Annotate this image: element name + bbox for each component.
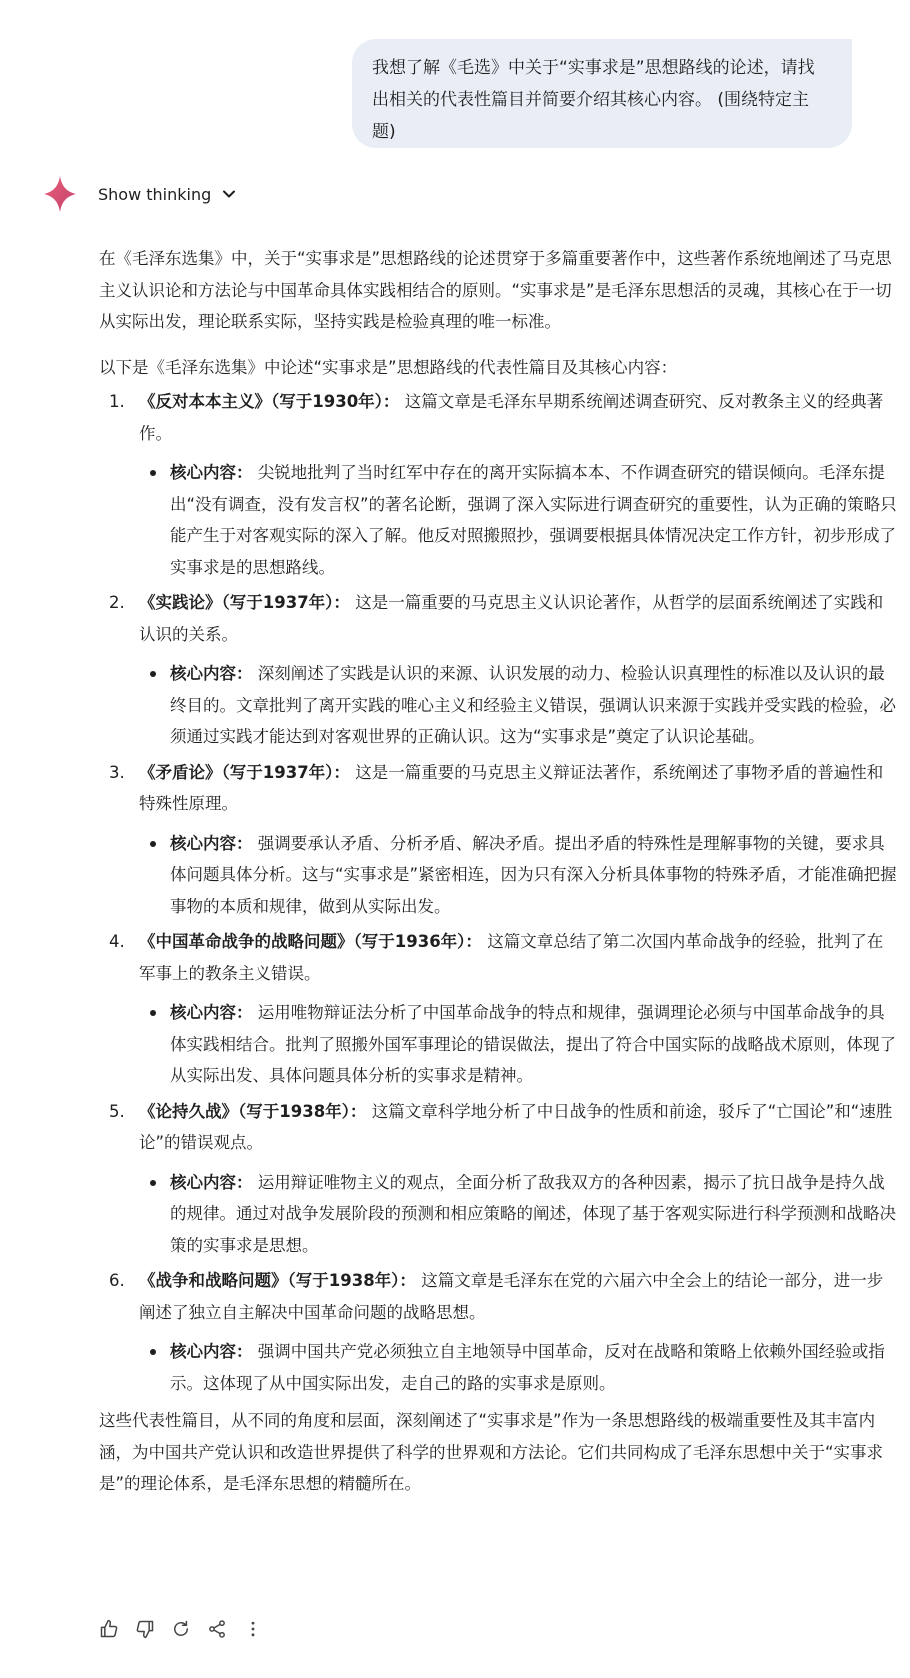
work-summary: 这是一篇重要的马克思主义认识论著作，从哲学的层面系统阐述了实践和认识的关系。 bbox=[139, 593, 884, 644]
show-thinking-button[interactable] bbox=[98, 185, 237, 204]
work-number: 4. bbox=[109, 932, 125, 951]
work-number: 3. bbox=[109, 762, 125, 782]
core-label: 核心内容： bbox=[170, 664, 253, 683]
core-list bbox=[139, 997, 897, 1092]
work-title: 《论持久战》（写于1938年）： bbox=[139, 1101, 367, 1121]
work-title: 《战争和战略问题》（写于1938年）： bbox=[139, 1271, 416, 1290]
thumbs-up-button[interactable] bbox=[96, 1616, 122, 1642]
thumbs-down-button[interactable] bbox=[132, 1616, 158, 1642]
chevron-down-icon bbox=[221, 186, 237, 202]
work-title: 《反对本本主义》（写于1930年）： bbox=[139, 392, 400, 411]
core-list bbox=[139, 828, 897, 923]
gemini-spark-icon bbox=[44, 176, 76, 212]
core-label: 核心内容： bbox=[170, 1003, 253, 1022]
work-item bbox=[99, 757, 897, 923]
bullet-dot bbox=[150, 1010, 156, 1016]
response-actions bbox=[96, 1614, 276, 1644]
more-vert-icon bbox=[243, 1619, 263, 1639]
regenerate-icon bbox=[171, 1619, 191, 1639]
core-text: 强调中国共产党必须独立自主地领导中国革命，反对在战略和策略上依赖外国经验或指示。这体现了从中国实际出发，走自己的路的实事求是原则。 bbox=[170, 1342, 885, 1393]
core-list bbox=[139, 1336, 897, 1399]
thumbs-down-icon bbox=[135, 1619, 155, 1639]
work-summary: 这篇文章科学地分析了中日战争的性质和前途，驳斥了“亡国论”和“速胜论”的错误观点。 bbox=[139, 1101, 893, 1152]
work-number: 5. bbox=[109, 1101, 125, 1121]
user-message-text: 我想了解《毛选》中关于“实事求是”思想路线的论述，请找出相关的代表性篇目并简要介绍其核心内容。 (围绕特定主题) bbox=[372, 58, 815, 142]
bullet-dot bbox=[150, 841, 156, 847]
list-intro-paragraph: 以下是《毛泽东选集》中论述“实事求是”思想路线的代表性篇目及其核心内容： bbox=[99, 357, 678, 377]
assistant-header bbox=[44, 174, 237, 214]
intro-paragraph: 在《毛泽东选集》中，关于“实事求是”思想路线的论述贯穿于多篇重要著作中，这些著作系统地阐述了马克思主义认识论和方法论与中国革命具体实践相结合的原则。“实事求是”是毛泽东思想活的灵魂，其核心在于一切从实际出发，理论联系实际，坚持实践是检验真理的唯一标准。 bbox=[99, 249, 892, 331]
work-summary: 这是一篇重要的马克思主义辩证法著作，系统阐述了事物矛盾的普遍性和特殊性原理。 bbox=[139, 762, 884, 813]
more-options-button[interactable] bbox=[240, 1616, 266, 1642]
core-item bbox=[170, 457, 897, 583]
work-number: 1. bbox=[109, 392, 125, 411]
work-item bbox=[99, 386, 897, 583]
bullet-dot bbox=[150, 1349, 156, 1355]
core-list bbox=[139, 1167, 897, 1262]
work-summary: 这篇文章是毛泽东早期系统阐述调查研究、反对教条主义的经典著作。 bbox=[139, 392, 884, 443]
user-message-bubble bbox=[352, 39, 852, 148]
core-text: 深刻阐述了实践是认识的来源、认识发展的动力、检验认识真理性的标准以及认识的最终目的。文章批判了离开实践的唯心主义和经验主义错误，强调认识来源于实践并受实践的检验，必须通过实践才能达到对客观世界的正确认识。这为“实事求是”奠定了认识论基础。 bbox=[170, 664, 896, 746]
core-text: 运用辩证唯物主义的观点，全面分析了敌我双方的各种因素，揭示了抗日战争是持久战的规律。通过对战争发展阶段的预测和相应策略的阐述，体现了基于客观实际进行科学预测和战略决策的实事求是思想。 bbox=[170, 1172, 896, 1255]
bullet-dot bbox=[150, 470, 156, 476]
work-title: 《中国革命战争的战略问题》（写于1936年）： bbox=[139, 932, 482, 951]
core-item bbox=[170, 658, 897, 753]
work-item bbox=[99, 926, 897, 1092]
core-text: 强调要承认矛盾、分析矛盾、解决矛盾。提出矛盾的特殊性是理解事物的关键，要求具体问题具体分析。这与“实事求是”紧密相连，因为只有深入分析具体事物的特殊矛盾，才能准确把握事物的本质和规律，做到从实际出发。 bbox=[170, 833, 897, 916]
core-label: 核心内容： bbox=[170, 833, 253, 853]
core-label: 核心内容： bbox=[170, 1172, 253, 1192]
core-label: 核心内容： bbox=[170, 463, 253, 482]
core-item bbox=[170, 997, 897, 1092]
work-item bbox=[99, 587, 897, 753]
core-item bbox=[170, 1336, 897, 1399]
bullet-dot bbox=[150, 671, 156, 677]
work-title: 《矛盾论》（写于1937年）： bbox=[139, 762, 350, 782]
core-item bbox=[170, 1167, 897, 1262]
share-icon bbox=[207, 1619, 227, 1639]
work-item bbox=[99, 1096, 897, 1262]
work-number: 6. bbox=[109, 1271, 125, 1290]
core-label: 核心内容： bbox=[170, 1342, 253, 1361]
work-summary: 这篇文章总结了第二次国内革命战争的经验，批判了在军事上的教条主义错误。 bbox=[139, 932, 884, 983]
thumbs-up-icon bbox=[99, 1619, 119, 1639]
share-button[interactable] bbox=[204, 1616, 230, 1642]
regenerate-button[interactable] bbox=[168, 1616, 194, 1642]
core-text: 尖锐地批判了当时红军中存在的离开实际搞本本、不作调查研究的错误倾向。毛泽东提出“没有调查，没有发言权”的著名论断，强调了深入实际进行调查研究的重要性，认为正确的策略只能产生于对客观实际的深入了解。他反对照搬照抄，强调要根据具体情况决定工作方针，初步形成了实事求是的思想路线。 bbox=[170, 463, 897, 577]
core-text: 运用唯物辩证法分析了中国革命战争的特点和规律，强调理论必须与中国革命战争的具体实践相结合。批判了照搬外国军事理论的错误做法，提出了符合中国实际的战略战术原则，体现了从实际出发、具体问题具体分析的实事求是精神。 bbox=[170, 1003, 896, 1085]
bullet-dot bbox=[150, 1180, 156, 1186]
core-list bbox=[139, 457, 897, 583]
assistant-response bbox=[99, 243, 897, 1500]
core-item bbox=[170, 828, 897, 923]
work-item bbox=[99, 1265, 897, 1399]
works-list bbox=[99, 386, 897, 1399]
core-list bbox=[139, 658, 897, 753]
show-thinking-label: Show thinking bbox=[98, 184, 212, 204]
work-summary: 这篇文章是毛泽东在党的六届六中全会上的结论一部分，进一步阐述了独立自主解决中国革命问题的战略思想。 bbox=[139, 1271, 884, 1322]
work-number: 2. bbox=[109, 593, 125, 612]
work-title: 《实践论》（写于1937年）： bbox=[139, 593, 350, 612]
conclusion-paragraph: 这些代表性篇目，从不同的角度和层面，深刻阐述了“实事求是”作为一条思想路线的极端重要性及其丰富内涵，为中国共产党认识和改造世界提供了科学的世界观和方法论。它们共同构成了毛泽东思想中关于“实事求是”的理论体系，是毛泽东思想的精髓所在。 bbox=[99, 1411, 884, 1493]
